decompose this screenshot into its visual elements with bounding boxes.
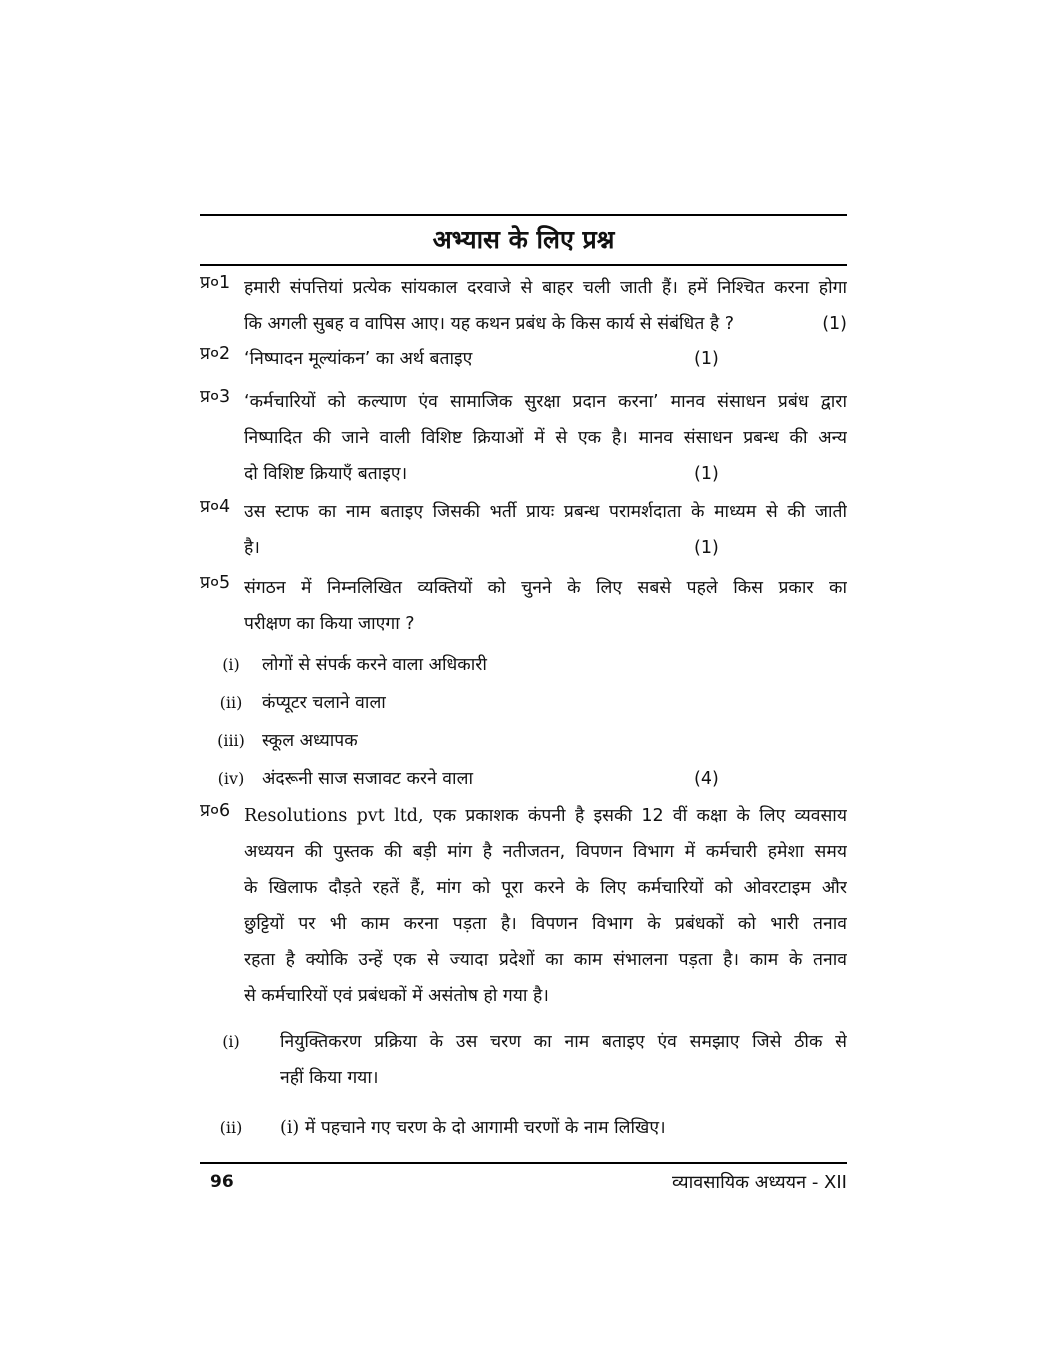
- question-text-line: दो विशिष्ट क्रियाएँ बताइए।: [244, 464, 408, 484]
- sub-item-text: नियुक्तिकरण प्रक्रिया के उस चरण का नाम बताइए एंव समझाए जिसे ठीक से: [280, 1032, 847, 1052]
- sub-item: [200, 1024, 847, 1096]
- question-text-line-rest: एक प्रकाशक कंपनी है इसकी 12 वीं कक्षा के लिए व्यवसाय: [423, 806, 847, 826]
- marks-label: (1): [694, 349, 719, 369]
- sub-item-reference: (i): [280, 1118, 300, 1138]
- sub-item-number: (ii): [219, 1118, 243, 1137]
- question-text-line: के खिलाफ दौड़ते रहतें हैं, मांग को पूरा करने के लिए कर्मचारियों को ओवरटाइम और: [244, 878, 847, 898]
- sub-item-number: (i): [222, 655, 240, 674]
- question-label: प्र०5: [200, 573, 231, 593]
- sub-item-number: (i): [222, 1032, 240, 1051]
- top-rule: [200, 214, 847, 216]
- question-text-line: कि अगली सुबह व वापिस आए। यह कथन प्रबंध के किस कार्य से संबंधित है ?: [244, 314, 734, 334]
- question-text-line: ‘कर्मचारियों को कल्याण एंव सामाजिक सुरक्षा प्रदान करना’ मानव संसाधन प्रबंध द्वारा: [244, 392, 847, 412]
- question-text-line: छुट्टियों पर भी काम करना पड़ता है। विपणन विभाग के प्रबंधकों को भारी तनाव: [244, 914, 847, 934]
- sub-item: [200, 1110, 847, 1146]
- question-3: [200, 384, 847, 492]
- question-4: [200, 494, 847, 566]
- question-text-line: हमारी संपत्तियां प्रत्येक सांयकाल दरवाजे से बाहर चली जाती हैं। हमें निश्चित करना होगा: [244, 278, 847, 298]
- footer-title: व्यावसायिक अध्ययन - XII: [671, 1172, 847, 1193]
- sub-item: [200, 684, 847, 722]
- marks-label: (4): [694, 769, 719, 789]
- company-name: Resolutions pvt ltd,: [244, 806, 424, 826]
- sub-item: [200, 646, 847, 684]
- sub-item-number: (iii): [217, 731, 245, 750]
- sub-item: [200, 722, 847, 760]
- section-heading: अभ्यास के लिए प्रश्न: [432, 225, 615, 254]
- question-text-line: से कर्मचारियों एवं प्रबंधकों में असंतोष हो गया है।: [244, 986, 549, 1006]
- sub-item-text: लोगों से संपर्क करने वाला अधिकारी: [262, 655, 487, 675]
- marks-label: (1): [694, 464, 719, 484]
- page-number: 96: [210, 1172, 234, 1192]
- footer-rule: [200, 1162, 847, 1164]
- sub-item-text: नहीं किया गया।: [280, 1068, 379, 1088]
- marks-label: (1): [694, 538, 719, 558]
- sub-item-text: में पहचाने गए चरण के दो आगामी चरणों के नाम लिखिए।: [299, 1118, 666, 1138]
- question-text-line: अध्ययन की पुस्तक की बड़ी मांग है नतीजतन, विपणन विभाग में कर्मचारी हमेशा समय: [244, 842, 847, 862]
- question-text-line: है।: [244, 538, 260, 558]
- sub-item-text: कंप्यूटर चलाने वाला: [262, 693, 386, 713]
- question-text-line: रहता है क्योकि उन्हें एक से ज्यादा प्रदेशों का काम संभालना पड़ता है। काम के तनाव: [244, 950, 847, 970]
- heading-rule: [200, 264, 847, 266]
- question-text-line: [244, 798, 847, 834]
- question-label: प्र०2: [200, 344, 231, 364]
- question-text-line: ‘निष्पादन मूल्यांकन’ का अर्थ बताइए: [244, 349, 473, 369]
- marks-label: (1): [822, 314, 847, 334]
- question-6: [200, 798, 847, 1146]
- question-label: प्र०4: [200, 497, 231, 517]
- question-5: [200, 570, 847, 798]
- sub-item-text: अंदरूनी साज सजावट करने वाला: [262, 769, 473, 789]
- sub-item: [200, 760, 847, 798]
- sub-item-text: स्कूल अध्यापक: [262, 731, 358, 751]
- question-text-line: उस स्टाफ का नाम बताइए जिसकी भर्ती प्रायः प्रबन्ध परामर्शदाता के माध्यम से की जाती: [244, 502, 847, 522]
- question-2: [200, 341, 847, 377]
- question-label: प्र०1: [200, 273, 231, 293]
- question-text-line: परीक्षण का किया जाएगा ?: [244, 614, 415, 634]
- question-label: प्र०3: [200, 387, 231, 407]
- question-text-line: संगठन में निम्नलिखित व्यक्तियों को चुनने के लिए सबसे पहले किस प्रकार का: [244, 578, 847, 598]
- question-text-line: निष्पादित की जाने वाली विशिष्ट क्रियाओं में से एक है। मानव संसाधन प्रबन्ध की अन्य: [244, 428, 847, 448]
- sub-item-number: (ii): [219, 693, 243, 712]
- question-label: प्र०6: [200, 801, 231, 821]
- sub-item-number: (iv): [217, 769, 245, 788]
- question-1: [200, 270, 847, 342]
